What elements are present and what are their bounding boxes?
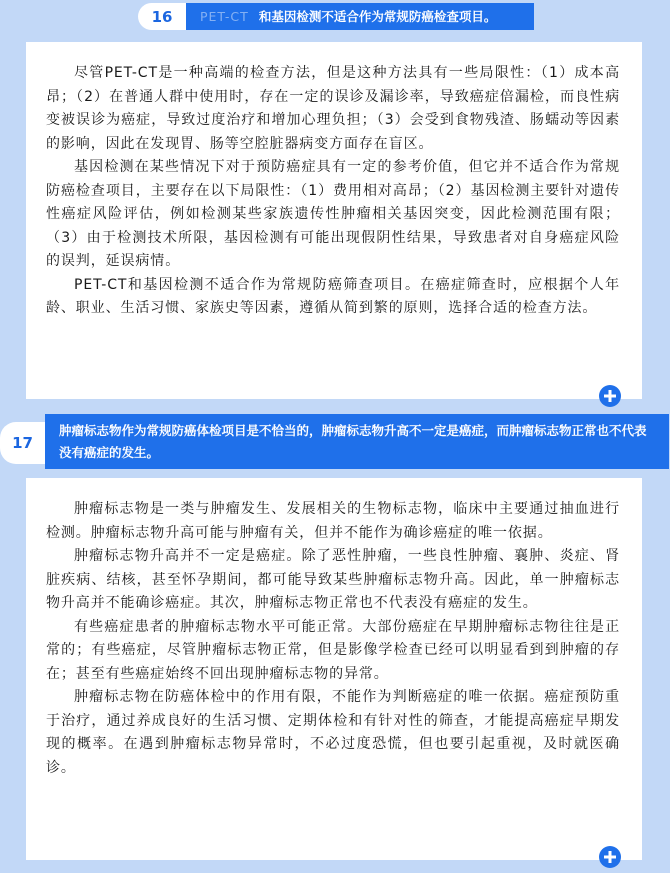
expand-plus-icon[interactable]: [599, 846, 621, 868]
section-17-paragraph: 肿瘤标志物是一类与肿瘤发生、发展相关的生物标志物，临床中主要通过抽血进行检测。肿瘤标志物升高可能与肿瘤有关，但并不能作为确诊癌症的唯一依据。: [46, 501, 620, 541]
section-16-number: 16: [138, 3, 186, 30]
section-16-title-faded: PET-CT: [200, 8, 249, 24]
section-17-card: [26, 478, 642, 860]
section-17-paragraph: 肿瘤标志物升高并不一定是癌症。除了恶性肿瘤，一些良性肿瘤、襄肿、炎症、肾脏疾病、结核，甚至怀孕期间，都可能导致某些肿瘤标志物升高。因此，单一肿瘤标志物升高并不能确诊癌症。其次，肿瘤标志物正常也不代表没有癌症的发生。: [46, 548, 620, 611]
section-16-paragraph: 基因检测在某些情况下对于预防癌症具有一定的参考价值，但它并不适合作为常规防癌检查项目，主要存在以下局限性：（1）费用相对高昂；（2）基因检测主要针对遗传性癌症风险评估，例如检测某些家族遗传性肿瘤相关基因突变，因此检测范围有限；（3）由于检测技术所限，基因检测有可能出现假阴性结果，导致患者对自身癌症风险的误判，延误病情。: [46, 159, 620, 269]
section-16-paragraph: PET-CT和基因检测不适合作为常规防癌筛查项目。在癌症筛查时，应根据个人年龄、职业、生活习惯、家族史等因素，遵循从简到繁的原则，选择合适的检查方法。: [46, 276, 620, 316]
section-17-title-bar: [45, 414, 669, 469]
section-17-title: 肿瘤标志物作为常规防癌体检项目是不恰当的，肿瘤标志物升高不一定是癌症，而肿瘤标志物正常也不代表没有癌症的发生。: [59, 422, 647, 460]
section-16-title-bar: [186, 3, 534, 30]
section-17-paragraph: 肿瘤标志物在防癌体检中的作用有限，不能作为判断癌症的唯一依据。癌症预防重于治疗，通过养成良好的生活习惯、定期体检和有针对性的筛查，才能提高癌症早期发现的概率。在遇到肿瘤标志物异常时，不必过度恐慌，但也要引起重视，及时就医确诊。: [46, 689, 620, 776]
section-17-number: 17: [0, 422, 45, 464]
expand-plus-icon[interactable]: [599, 385, 621, 407]
section-16-card: [26, 42, 642, 399]
section-17-paragraph: 有些癌症患者的肿瘤标志物水平可能正常。大部份癌症在早期肿瘤标志物往往是正常的；有些癌症，尽管肿瘤标志物正常，但是影像学检查已经可以明显看到到肿瘤的存在；甚至有些癌症始终不回出现肿瘤标志物的异常。: [46, 618, 620, 682]
section-16-paragraph: 尽管PET-CT是一种高端的检查方法，但是这种方法具有一些局限性：（1）成本高昂；（2）在普通人群中使用时，存在一定的误诊及漏诊率，导致癌症倍漏检，而良性病变被误诊为癌症，导致过度治疗和增加心理负担；（3）会受到食物残渣、肠蠕动等因素的影响，因此在发现胃、肠等空腔脏器病变方面存在盲区。: [46, 65, 620, 152]
section-16-title: 和基因检测不适合作为常规防癌检查项目。: [258, 8, 497, 24]
